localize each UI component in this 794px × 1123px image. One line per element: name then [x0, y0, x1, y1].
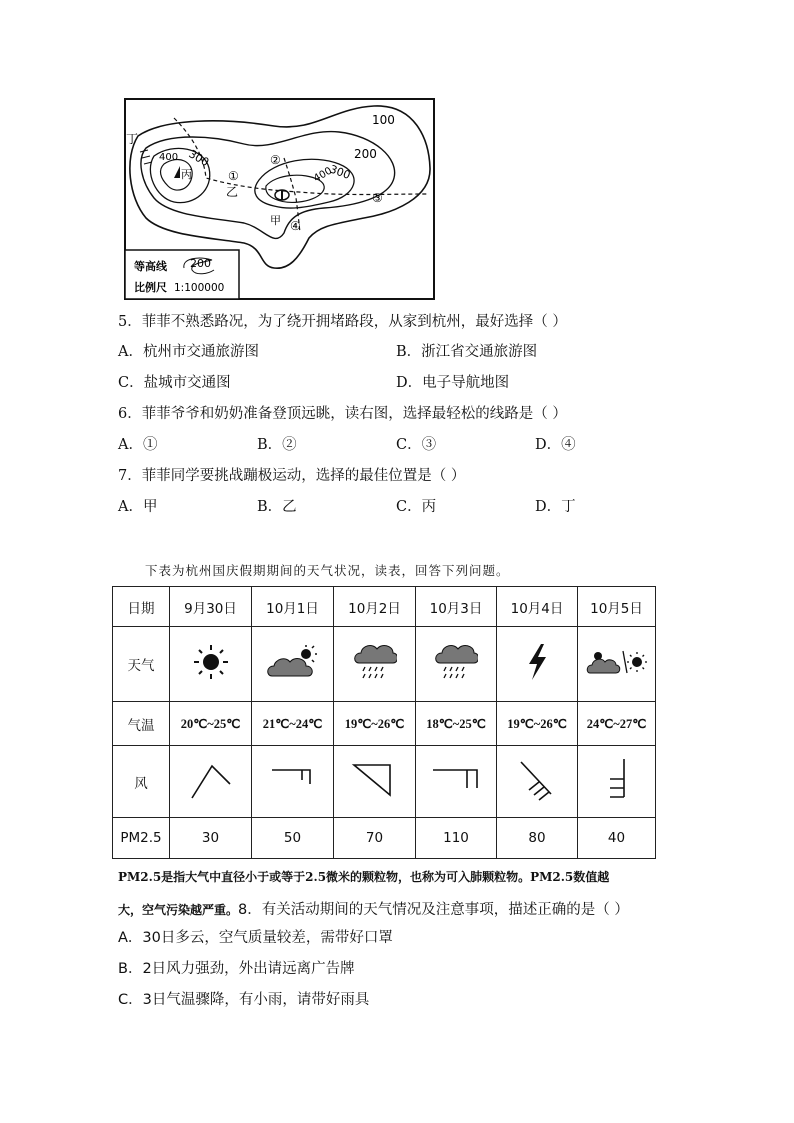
q6-option-b: B．②	[257, 437, 297, 453]
label-contour-200: 200	[354, 147, 377, 161]
pm-note-line2-text: 大，空气污染越严重。	[118, 903, 239, 917]
wind-barb-northeast-icon	[186, 758, 236, 802]
q7-option-a: A．甲	[118, 499, 158, 515]
wind-barb-northwest-icon	[517, 758, 557, 802]
wind-cell	[578, 746, 656, 818]
label-route-1: ①	[228, 169, 239, 183]
pm-cell: 40	[578, 818, 656, 859]
cloudy-sunny-icon	[266, 644, 320, 680]
weather-cell	[170, 627, 252, 702]
q8-option-b: B．2日风力强劲，外出请远离广告牌	[118, 961, 355, 977]
q7-option-c: C．丙	[396, 499, 437, 515]
pm-note-line2	[118, 898, 629, 919]
row-header-temp: 气温	[113, 702, 170, 746]
table-row-pm	[113, 818, 656, 859]
rain-icon	[353, 641, 397, 683]
wind-cell	[170, 746, 252, 818]
wind-cell	[252, 746, 334, 818]
table-row-temp	[113, 702, 656, 746]
legend-contour-value: 200	[190, 257, 211, 270]
date-cell: 10月3日	[416, 587, 497, 627]
q5-option-d: D．电子导航地图	[396, 375, 510, 391]
row-header-weather: 天气	[113, 627, 170, 702]
label-bing: 丙	[181, 168, 192, 181]
pm-cell: 70	[334, 818, 416, 859]
label-ding: 丁	[126, 132, 139, 146]
wind-cell	[416, 746, 497, 818]
wind-barb-east-icon	[268, 760, 318, 800]
q5-option-b: B．浙江省交通旅游图	[396, 344, 538, 360]
q7-stem: 7．菲菲同学要挑战蹦极运动，选择的最佳位置是（ ）	[118, 468, 466, 484]
temp-cell: 24℃~27℃	[578, 702, 656, 746]
q5-stem: 5．菲菲不熟悉路况，为了绕开拥堵路段，从家到杭州，最好选择（ ）	[118, 314, 567, 330]
q6-option-c: C．③	[396, 437, 437, 453]
date-cell: 10月1日	[252, 587, 334, 627]
q6-option-d: D．④	[535, 437, 576, 453]
weather-cell	[252, 627, 334, 702]
pm-cell: 80	[497, 818, 578, 859]
wind-barb-east-strong-icon	[431, 760, 481, 800]
weather-table	[112, 586, 656, 859]
q8-option-a: A．30日多云，空气质量较差，需带好口罩	[118, 930, 393, 946]
date-cell: 9月30日	[170, 587, 252, 627]
temp-cell: 21℃~24℃	[252, 702, 334, 746]
wind-barb-south-icon	[600, 757, 634, 803]
date-cell: 10月5日	[578, 587, 656, 627]
table-row-wind	[113, 746, 656, 818]
contour-map-svg	[124, 98, 435, 300]
row-header-date: 日期	[113, 587, 170, 627]
wind-cell	[334, 746, 416, 818]
label-contour-300-east: 300	[327, 162, 353, 183]
pm-cell: 110	[416, 818, 497, 859]
q5-option-a: A．杭州市交通旅游图	[118, 344, 259, 360]
wind-barb-southeast-icon	[350, 759, 400, 801]
contour-map	[124, 98, 435, 300]
temp-cell: 19℃~26℃	[334, 702, 416, 746]
table-row-date	[113, 587, 656, 627]
q8-stem: 8．有关活动期间的天气情况及注意事项，描述正确的是（ ）	[238, 902, 629, 918]
label-contour-100: 100	[372, 113, 395, 127]
q8-option-c: C．3日气温骤降，有小雨，请带好雨具	[118, 992, 370, 1008]
legend-scale-label: 比例尺	[134, 281, 167, 294]
weather-cell	[334, 627, 416, 702]
label-route-4: ④	[290, 219, 301, 233]
q6-stem: 6．菲菲爷爷和奶奶准备登顶远眺，读右图，选择最轻松的线路是（ ）	[118, 406, 567, 422]
table-row-weather	[113, 627, 656, 702]
wind-cell	[497, 746, 578, 818]
label-route-2: ②	[270, 153, 281, 167]
legend-scale-value: 1:100000	[174, 282, 225, 294]
row-header-pm: PM2.5	[113, 818, 170, 859]
pm-cell: 50	[252, 818, 334, 859]
temp-cell: 19℃~26℃	[497, 702, 578, 746]
temp-cell: 20℃~25℃	[170, 702, 252, 746]
label-contour-400-east: 400	[312, 165, 335, 185]
pm-note-line1-text: PM2.5是指大气中直径小于或等于2.5微米的颗粒物，也称为可入肺颗粒物。PM2.5数值越	[118, 870, 610, 884]
label-contour-400-west: 400	[159, 152, 179, 163]
legend-contour-label: 等高线	[134, 260, 167, 273]
label-contour-300-west: 300	[186, 147, 212, 170]
pm-note-line1	[118, 868, 609, 885]
weather-cell	[497, 627, 578, 702]
sunny-icon	[191, 642, 231, 682]
label-jia: 甲	[270, 214, 281, 227]
date-cell: 10月4日	[497, 587, 578, 627]
pm-cell: 30	[170, 818, 252, 859]
q5-option-c: C．盐城市交通图	[118, 375, 231, 391]
rain-icon	[434, 641, 478, 683]
date-cell: 10月2日	[334, 587, 416, 627]
table-intro: 下表为杭州国庆假期期间的天气状况，读表，回答下列问题。	[145, 563, 510, 578]
cloudy-to-sunny-icon	[586, 647, 648, 677]
row-header-wind: 风	[113, 746, 170, 818]
thunder-icon	[523, 642, 551, 682]
q7-option-d: D．丁	[535, 499, 576, 515]
label-route-3: ③	[372, 191, 383, 205]
weather-cell	[416, 627, 497, 702]
label-yi: 乙	[226, 185, 239, 199]
temp-cell: 18℃~25℃	[416, 702, 497, 746]
q6-option-a: A．①	[118, 437, 158, 453]
weather-cell	[578, 627, 656, 702]
q7-option-b: B．乙	[257, 499, 297, 515]
